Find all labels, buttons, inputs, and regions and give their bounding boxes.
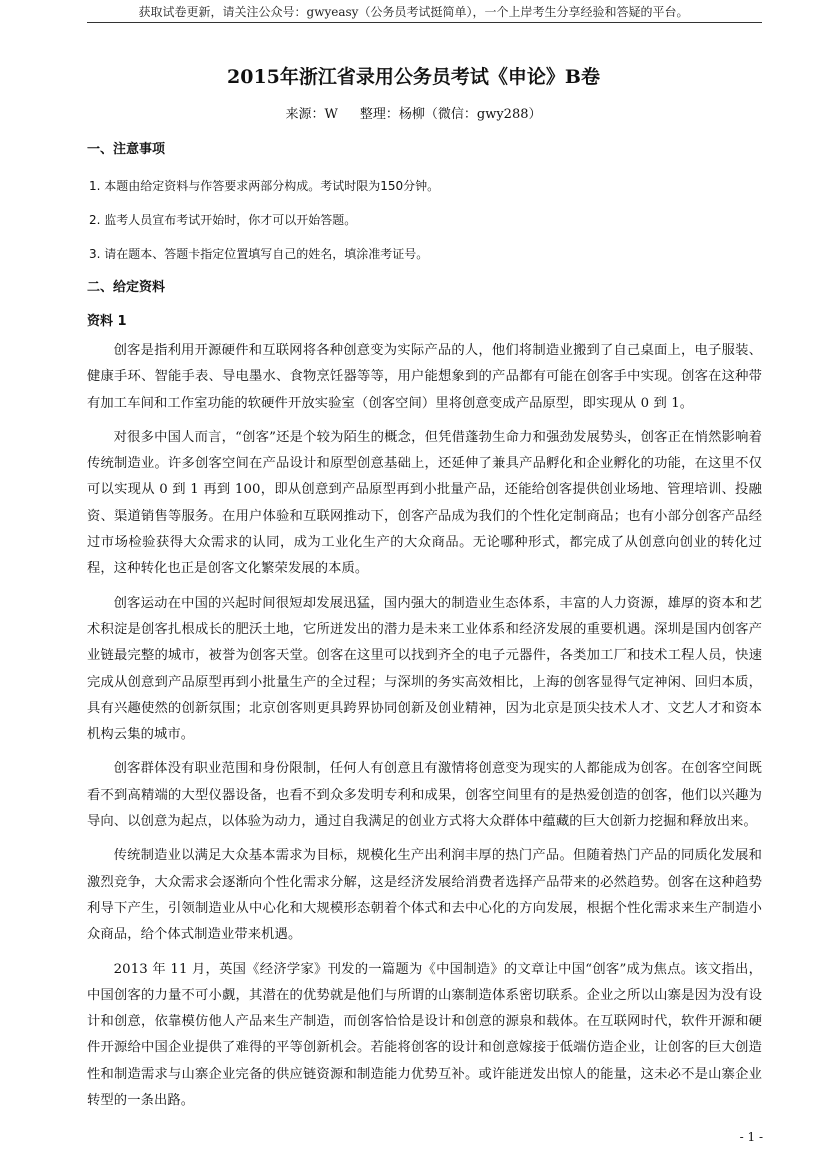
section-heading-notice: 一、注意事项	[87, 142, 166, 157]
notice-item: 3. 请在题本、答题卡指定位置填写自己的姓名，填涂准考证号。	[89, 247, 429, 261]
material-paragraph: 创客群体没有职业范围和身份限制，任何人有创意且有激情将创意变为现实的人都能成为创客。在创客空间既看不到高精端的大型仪器设备，也看不到众多发明专利和成果，创客空间里有的是热爱创造的创客，他们以兴趣为导向、以创意为起点，以体验为动力，通过自我满足的创业方式将大众群体中蕴藏的巨大创新力挖掘和释放出来。	[87, 761, 762, 830]
material-paragraph: 创客运动在中国的兴起时间很短却发展迅猛，国内强大的制造业生态体系，丰富的人力资源，雄厚的资本和艺术积淀是创客扎根成长的肥沃土地，它所迸发出的潜力是未来工业体系和经济发展的重要机遇。深圳是国内创客产业链最完整的城市，被誉为创客天堂。创客在这里可以找到齐全的电子元器件，各类加工厂和技术工程人员，快速完成从创意到产品原型再到小批量生产的全过程；与深圳的务实高效相比，上海的创客显得气定神闲、回归本质，具有兴趣使然的创新氛围；北京创客则更具跨界协同创新及创业精神，因为北京是顶尖技术人才、文艺人才和资本机构云集的城市。	[87, 595, 762, 743]
notice-item: 2. 监考人员宣布考试开始时，你才可以开始答题。	[89, 213, 357, 227]
header-note: 获取试卷更新，请关注公众号：gwyeasy（公务员考试挺简单），一个上岸考生分享经验和答疑的平台。	[138, 5, 689, 19]
material-paragraph: 创客是指利用开源硬件和互联网将各种创意变为实际产品的人，他们将制造业搬到了自己桌面上，电子服装、健康手环、智能手表、导电墨水、食物烹饪器等等，用户能想象到的产品都有可能在创客手中实现。创客在这种带有加工车间和工作室功能的软硬件开放实验室（创客空间）里将创意变成产品原型，即实现从 0 到 1。	[87, 343, 762, 411]
section-heading-materials: 二、给定资料	[87, 280, 166, 295]
source-line	[0, 106, 827, 124]
material-paragraph: 2013 年 11 月，英国《经济学家》刊发的一篇题为《中国制造》的文章让中国“创客”成为焦点。该文指出，中国创客的力量不可小觑，其潜在的优势就是他们与所谓的山寨制造体系密切联系。企业之所以山寨是因为没有设计和创意，依靠模仿他人产品来生产制造，而创客恰恰是设计和创意的源泉和载体。在互联网时代，软件开源和硬件开源给中国企业提供了难得的平等创新机会。若能将创客的设计和创意嫁接于低端仿造企业，让创客的巨大创造性和制造需求与山寨企业完备的供应链资源和制造能力优势互补。或许能迸发出惊人的能量，这未必不是山寨企业转型的一条出路。	[87, 961, 762, 1109]
header-divider	[87, 22, 762, 23]
document-body	[87, 140, 762, 1114]
material-paragraph: 对很多中国人而言，“创客”还是个较为陌生的概念，但凭借蓬勃生命力和强劲发展势头，创客正在悄然影响着传统制造业。许多创客空间在产品设计和原型创意基础上，还延伸了兼具产品孵化和企业孵化的功能，在这里不仅可以实现从 0 到 1 再到 100，即从创意到产品原型再到小批量产品，还能给创客提供创业场地、管理培训、投融资、渠道销售等服务。在用户体验和互联网推动下，创客产品成为我们的个性化定制商品；也有小部分创客产品经过市场检验获得大众需求的认同，成为工业化生产的大众商品。无论哪种形式，都完成了从创意向创业的转化过程，这种转化也正是创客文化繁荣发展的本质。	[87, 429, 762, 577]
page-title: 2015年浙江省录用公务员考试《申论》B卷	[227, 66, 600, 88]
material-label: 资料 1	[87, 314, 127, 329]
material-paragraph: 传统制造业以满足大众基本需求为目标，规模化生产出利润丰厚的热门产品。但随着热门产品的同质化发展和激烈竞争，大众需求会逐渐向个性化需求分解，这是经济发展给消费者选择产品带来的必然趋势。创客在这种趋势利导下产生，引领制造业从中心化和大规模形态朝着个体式和去中心化的方向发展，根据个性化需求来生产制造小众商品，给个体式制造业带来机遇。	[87, 848, 762, 943]
page-number: - 1 -	[739, 1130, 763, 1144]
notice-item: 1. 本题由给定资料与作答要求两部分构成。考试时限为150分钟。	[89, 179, 440, 193]
source-from: 来源：W	[285, 107, 338, 122]
source-editor: 整理：杨柳（微信：gwy288）	[359, 107, 542, 122]
